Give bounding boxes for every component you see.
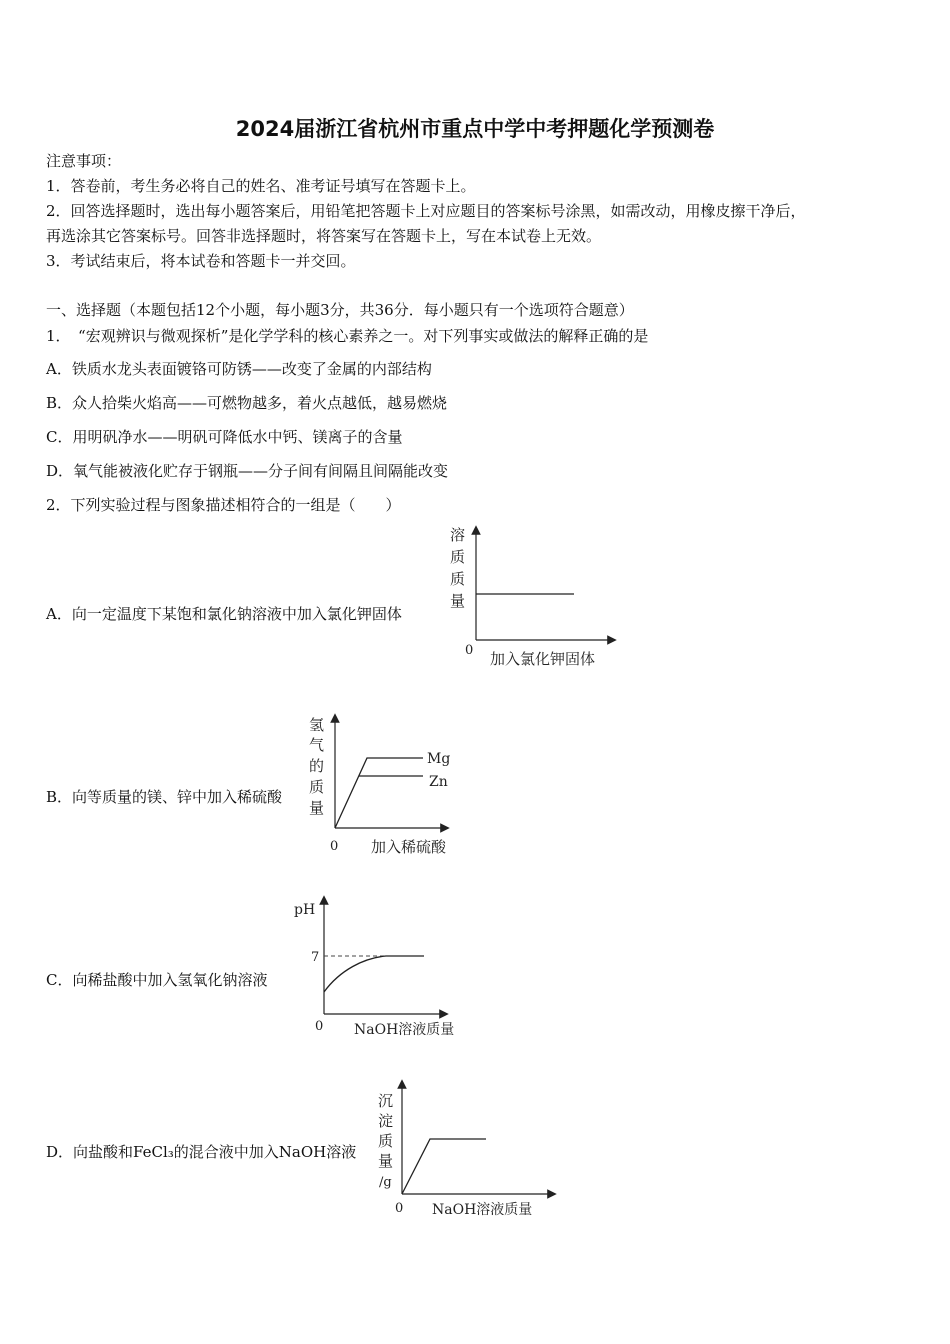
q1-option-c: C．用明矾净水——明矾可降低水中钙、镁离子的含量: [46, 428, 403, 446]
notice-item-3: 3．考试结束后，将本试卷和答题卡一并交回。: [46, 252, 356, 270]
chart-d-series-precipitate: [402, 1139, 486, 1194]
section-heading: 一、选择题（本题包括12个小题，每小题3分，共36分．每小题只有一个选项符合题意）: [46, 301, 634, 319]
chart-b: [305, 710, 475, 860]
chart-b-legend-zn: Zn: [429, 774, 448, 790]
chart-d-xlabel: NaOH溶液质量: [432, 1202, 533, 1218]
q1-option-b: B．众人拾柴火焰高——可燃物越多，着火点越低，越易燃烧: [46, 394, 448, 412]
chart-d-ylabel-5: /g: [379, 1175, 392, 1190]
chart-c-tick-7: 7: [311, 950, 320, 965]
chart-d-ylabel-2: 淀: [378, 1112, 394, 1130]
q2-option-d: D．向盐酸和FeCl₃的混合液中加入NaOH溶液: [46, 1143, 357, 1161]
q2-stem: 2．下列实验过程与图象描述相符合的一组是（ ）: [46, 496, 401, 514]
q1-option-a: A．铁质水龙头表面镀铬可防锈——改变了金属的内部结构: [46, 360, 432, 378]
chart-a-origin: 0: [465, 643, 474, 658]
notice-item-1: 1．答卷前，考生务必将自己的姓名、准考证号填写在答题卡上。: [46, 177, 476, 195]
chart-a: [440, 520, 620, 675]
chart-c-origin: 0: [315, 1019, 324, 1034]
chart-b-legend-mg: Mg: [427, 751, 451, 767]
q2-option-b: B．向等质量的镁、锌中加入稀硫酸: [46, 788, 283, 806]
chart-b-origin: 0: [330, 839, 339, 854]
chart-a-ylabel-3: 质: [450, 570, 466, 588]
chart-d-ylabel-3: 质: [378, 1132, 394, 1150]
chart-b-ylabel-1: 氢: [309, 716, 325, 734]
chart-a-ylabel-4: 量: [450, 592, 466, 610]
chart-c: [292, 892, 472, 1042]
chart-d-ylabel-1: 沉: [378, 1092, 394, 1110]
chart-a-ylabel-2: 质: [450, 548, 466, 566]
chart-b-ylabel-4: 质: [309, 778, 325, 796]
chart-d: [372, 1078, 562, 1223]
chart-c-ylabel: pH: [294, 902, 316, 918]
chart-d-origin: 0: [395, 1201, 404, 1216]
chart-c-series-ph: [324, 956, 424, 992]
chart-b-ylabel-2: 气: [309, 736, 325, 754]
chart-a-ylabel-1: 溶: [450, 526, 466, 544]
chart-c-xlabel: NaOH溶液质量: [354, 1022, 455, 1038]
chart-b-xlabel: 加入稀硫酸: [371, 838, 447, 856]
notice-heading: 注意事项：: [46, 152, 122, 170]
q2-option-a: A．向一定温度下某饱和氯化钠溶液中加入氯化钾固体: [46, 605, 402, 623]
chart-d-ylabel-4: 量: [378, 1152, 394, 1170]
chart-b-ylabel-3: 的: [309, 757, 325, 775]
notice-item-2b: 再选涂其它答案标号。回答非选择题时，将答案写在答题卡上，写在本试卷上无效。: [46, 227, 602, 245]
q1-stem: 1． “宏观辨识与微观探析”是化学学科的核心素养之一。对下列事实或做法的解释正确的是: [46, 327, 649, 345]
chart-a-xlabel: 加入氯化钾固体: [490, 650, 596, 668]
q2-option-c: C．向稀盐酸中加入氢氧化钠溶液: [46, 971, 268, 989]
chart-b-series-mg: [335, 758, 423, 828]
notice-item-2a: 2．回答选择题时，选出每小题答案后，用铅笔把答题卡上对应题目的答案标号涂黑，如需改动，用橡皮擦干净后，: [46, 202, 806, 220]
chart-b-ylabel-5: 量: [309, 799, 325, 817]
q1-option-d: D．氧气能被液化贮存于钢瓶——分子间有间隔且间隔能改变: [46, 462, 449, 480]
page-title: 2024届浙江省杭州市重点中学中考押题化学预测卷: [235, 117, 715, 141]
